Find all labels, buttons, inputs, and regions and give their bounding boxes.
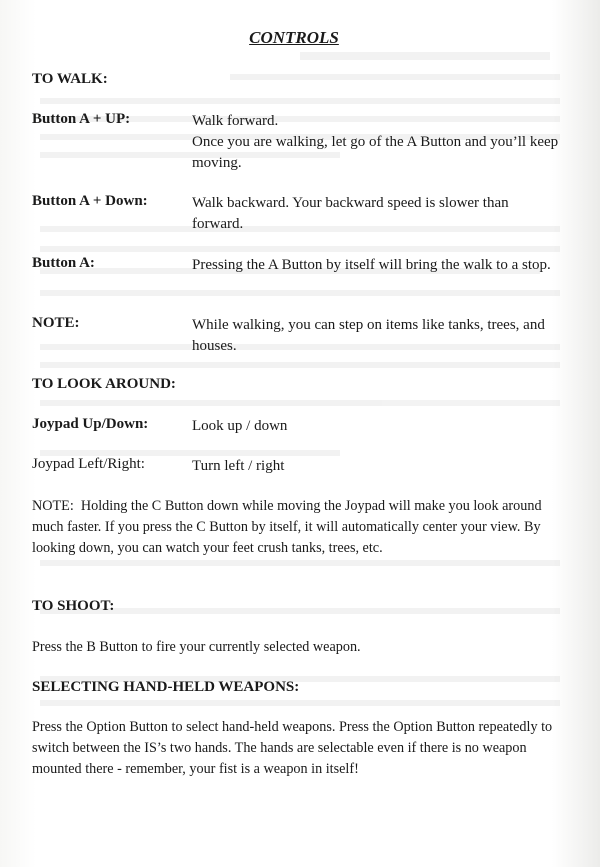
control-term-button-a: Button A: [32,255,95,271]
control-desc-button-a-down: Walk backward. Your backward speed is slower than forward. [192,195,509,232]
control-term-joypad-up-down: Joypad Up/Down: [32,416,149,432]
note-text-walk: While walking, you can step on items like tanks, trees, and houses. [192,317,545,354]
control-term-button-a-up: Button A + UP: [32,111,131,127]
note-label-walk: NOTE: [32,315,80,331]
control-desc-button-a-up: Walk forward. Once you are walking, let go of the A Button and you’ll keep moving. [192,113,559,171]
weapons-text: Press the Option Button to select hand-held weapons. Press the Option Button repeatedly to switch between the IS’s two hands. The hands are selectable even if there is no weapon mounted there - remember, your fist is a weapon in itself! [32,719,553,777]
control-desc-joypad-left-right: Turn left / right [192,458,285,474]
shoot-text: Press the B Button to fire your currently selected weapon. [32,639,361,655]
section-heading-look-around: TO LOOK AROUND: [32,376,176,392]
control-term-joypad-left-right: Joypad Left/Right: [32,456,145,472]
control-desc-joypad-up-down: Look up / down [192,418,288,434]
section-heading-shoot: TO SHOOT: [32,598,115,614]
note-text-look-around: Holding the C Button down while moving the Joypad will make you look around much faster. If you press the C Button by itself, it will automatically center your view. By looking down, you can watch your feet crush tanks, trees, etc. [32,498,542,556]
control-term-button-a-down: Button A + Down: [32,193,148,209]
section-heading-walk: TO WALK: [32,71,108,87]
note-paragraph-look-around [32,496,567,559]
note-label-look-around: NOTE: [32,498,74,514]
section-heading-weapons: SELECTING HAND-HELD WEAPONS: [32,679,300,695]
page-title: CONTROLS [249,28,339,47]
control-desc-button-a: Pressing the A Button by itself will bring the walk to a stop. [192,257,551,273]
